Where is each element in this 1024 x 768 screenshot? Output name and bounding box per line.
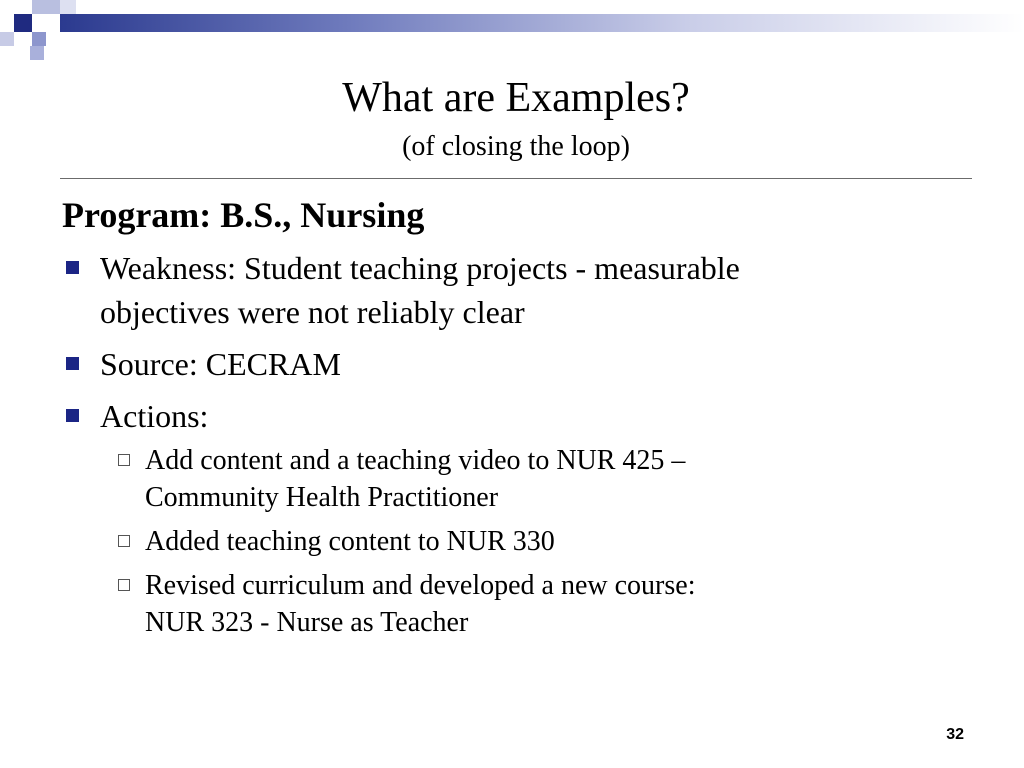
filled-square-bullet-icon [66, 261, 79, 274]
hollow-square-bullet-icon [118, 579, 130, 591]
hollow-square-bullet-icon [118, 535, 130, 547]
decorative-square [60, 0, 76, 14]
bullet-text-line: objectives were not reliably clear [100, 294, 525, 330]
slide-title: What are Examples? [342, 75, 690, 121]
bullet-text-line: Source: CECRAM [100, 346, 341, 382]
slide-subtitle: (of closing the loop) [402, 131, 630, 162]
decorative-square [0, 32, 14, 46]
decorative-square [14, 14, 32, 32]
filled-square-bullet-icon [66, 409, 79, 422]
sub-bullet-text-line: Add content and a teaching video to NUR 425 – [145, 445, 686, 476]
bullet-text-line: Actions: [100, 398, 209, 434]
program-heading: Program: B.S., Nursing [62, 195, 425, 235]
filled-square-bullet-icon [66, 357, 79, 370]
bullet-actions [62, 394, 962, 438]
decorative-square [32, 14, 60, 32]
hollow-square-bullet-icon [118, 454, 130, 466]
sub-bullet-text-line: Community Health Practitioner [145, 482, 499, 513]
bullet-source [62, 342, 962, 386]
header-gradient-band [60, 14, 1024, 32]
slide-body [62, 192, 962, 648]
bullet-weakness [62, 246, 962, 334]
sub-bullet-text-line: Added teaching content to NUR 330 [145, 526, 555, 557]
sub-bullet-text-line: NUR 323 - Nurse as Teacher [145, 607, 469, 638]
title-divider [60, 178, 972, 179]
sub-bullet-nur323 [62, 567, 962, 641]
decorative-square [30, 46, 44, 60]
slide-number: 32 [946, 726, 964, 743]
decorative-square [32, 32, 46, 46]
sub-bullet-text-line: Revised curriculum and developed a new course: [145, 570, 696, 601]
sub-bullet-nur425 [62, 442, 962, 516]
decorative-square [32, 0, 60, 14]
sub-bullet-nur330 [62, 523, 962, 560]
actions-sub-list [62, 442, 962, 641]
bullet-text-line: Weakness: Student teaching projects - measurable [100, 250, 740, 286]
